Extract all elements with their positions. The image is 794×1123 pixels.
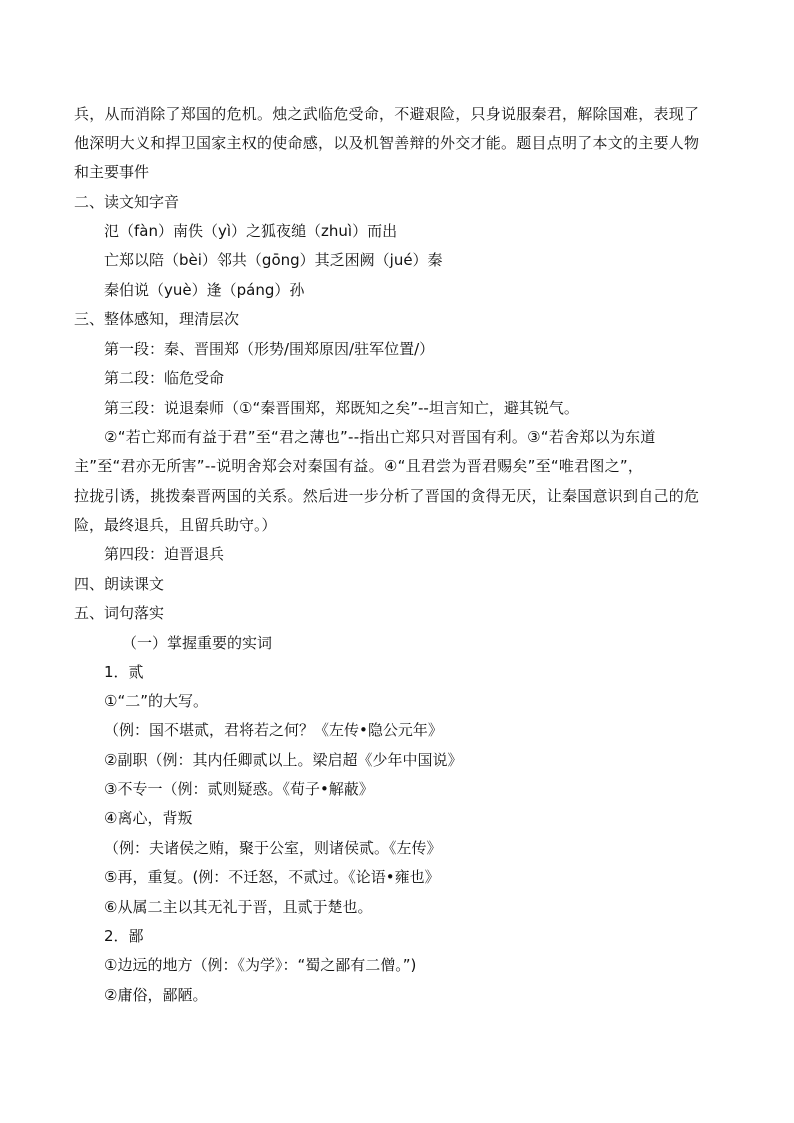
paragraph-summary-2: 第二段：临危受命 [104, 369, 225, 387]
pronunciation-item: 秦伯说（yuè）逢（páng）孙 [104, 281, 305, 299]
paragraph-summary-3: 第三段：说退秦师（①“秦晋围郑，郑既知之矣”--坦言知亡，避其锐气。 [104, 399, 579, 417]
section-heading-4: 四、朗读课文 [74, 575, 165, 593]
word-sense: ⑤再，重复。(例：不迁怒，不贰过。《论语•雍也》 [104, 868, 440, 886]
word-sense: （例：国不堪贰，君将若之何？《左传•隐公元年》 [104, 721, 443, 739]
intro-line-1: 兵，从而消除了郑国的危机。烛之武临危受命，不避艰险，只身说服秦君，解除国难，表现了 [74, 105, 700, 123]
word-sense: ②副职（例：其内任卿贰以上。梁启超《少年中国说》 [104, 751, 463, 769]
pronunciation-item: 氾（fàn）南佚（yì）之狐夜缒（zhuì）而出 [104, 222, 398, 240]
paragraph-summary-3-cont: 险，最终退兵，且留兵助守。） [74, 516, 277, 534]
section-heading-5: 五、词句落实 [74, 604, 165, 622]
section-heading-3: 三、整体感知，理清层次 [74, 310, 240, 328]
word-sense: ②庸俗，鄙陋。 [104, 986, 208, 1004]
word-entry-title: 2．鄙 [104, 927, 144, 945]
pronunciation-item: 亡郑以陪（bèi）邻共（gōng）其乏困阙（jué）秦 [104, 251, 443, 269]
paragraph-summary-3-cont: ②“若亡郑而有益于君”至“君之薄也”--指出亡郑只对晋国有利。③“若舍郑以为东道 [104, 428, 656, 446]
subsection-heading: （一）掌握重要的实词 [122, 634, 273, 652]
word-sense: （例：夫诸侯之贿，聚于公室，则诸侯贰。《左传》 [104, 839, 442, 857]
intro-line-2: 他深明大义和捍卫国家主权的使命感，以及机智善辩的外交才能。题目点明了本文的主要人物 [74, 134, 700, 152]
word-entry-title: 1．贰 [104, 663, 144, 681]
paragraph-summary-3-cont: 拉拢引诱，挑拨秦晋两国的关系。然后进一步分析了晋国的贪得无厌，让秦国意识到自己的危 [74, 487, 700, 505]
word-sense: ①边远的地方（例：《为学》：“蜀之鄙有二僧。”) [104, 956, 417, 974]
word-sense: ①“二”的大写。 [104, 692, 208, 710]
word-sense: ③不专一（例：贰则疑惑。《荀子•解蔽》 [104, 780, 374, 798]
section-heading-2: 二、读文知字音 [74, 193, 180, 211]
paragraph-summary-1: 第一段：秦、晋围郑（形势/围郑原因/驻军位置/） [104, 340, 435, 358]
intro-line-3: 和主要事件 [74, 163, 150, 181]
word-sense: ⑥从属二主以其无礼于晋，且贰于楚也。 [104, 898, 373, 916]
paragraph-summary-3-cont: 主”至“君亦无所害”--说明舍郑会对秦国有益。④“且君尝为晋君赐矣”至“唯君图之”， [74, 457, 644, 475]
word-sense: ④离心，背叛 [104, 809, 193, 827]
paragraph-summary-4: 第四段：迫晋退兵 [104, 545, 225, 563]
